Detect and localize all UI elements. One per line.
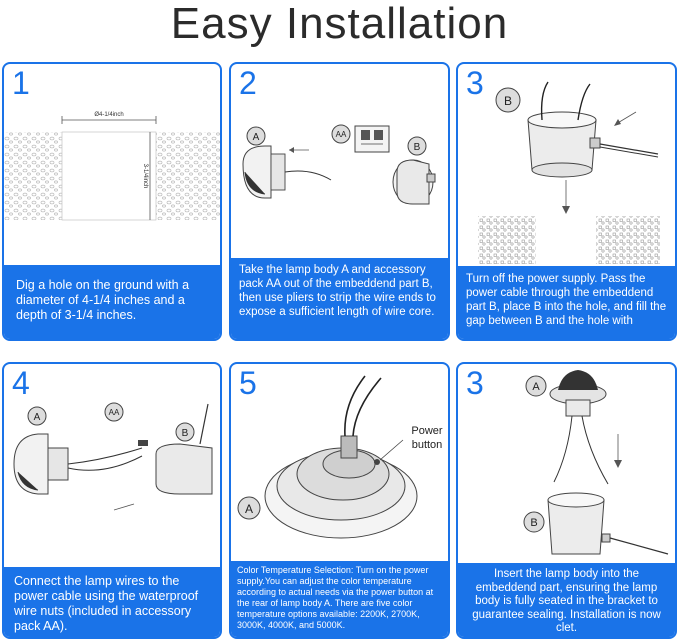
width-dimension: Ø4-1/4inch <box>94 112 124 118</box>
page-title: Easy Installation <box>170 0 509 48</box>
step-3-panel <box>456 62 677 341</box>
soil-left <box>478 216 536 264</box>
label-aa: AA <box>335 130 347 139</box>
soil-right <box>596 216 660 264</box>
step-number: 2 <box>239 65 257 101</box>
step-number: 4 <box>12 365 30 401</box>
hole <box>62 132 156 220</box>
step-caption: Take the lamp body A and accessory pack AA out of the embeddend part B, then use pliers to strip the wire ends to expose a sufficient length of wire core. <box>231 258 448 339</box>
label-a: A <box>532 381 540 393</box>
step-caption: Dig a hole on the ground with a diameter of 4-1/4 inches and a depth of 3-1/4 inches. <box>4 265 220 339</box>
parts-diagram <box>231 64 448 264</box>
step-caption: Insert the lamp body into the embeddend part, ensuring the lamp body is fully seated in the bracket to guarantee sealing. Installation is now clet. <box>458 563 675 637</box>
power-button-diagram <box>231 364 448 564</box>
soil-right <box>156 132 220 220</box>
step-number: 5 <box>239 365 257 401</box>
step-caption: Color Temperature Selection: Turn on the power supply.You can adjust the color temperature according to actual needs via the power button at the rear of lamp body A. There are five color temperature options available: 2200K, 2700K, 3000K, 4000K, and 5000K. <box>231 561 448 637</box>
step-4-panel <box>2 362 222 639</box>
hole-diagram <box>4 64 220 264</box>
step-5-panel <box>229 362 450 639</box>
label-b: B <box>181 428 189 439</box>
label-a: A <box>252 132 260 143</box>
step-caption: Turn off the power supply. Pass the power cable through the embeddend part B, place B into the hole, and fill the gap between B and the hole with <box>458 266 675 339</box>
step-2-panel <box>229 62 450 341</box>
label-a: A <box>33 412 41 423</box>
label-b: B <box>413 142 421 153</box>
label-aa: AA <box>108 408 120 417</box>
soil-left <box>4 132 62 220</box>
step-caption: Connect the lamp wires to the power cable using the waterproof wire nuts (included in accessory pack AA). <box>4 567 220 637</box>
power-label-line1: Power <box>411 425 443 437</box>
step-1-panel <box>2 62 222 341</box>
step-number: 1 <box>12 65 30 101</box>
step-6-panel <box>456 362 677 639</box>
label-b: B <box>503 94 513 108</box>
step-number: 3 <box>466 65 484 101</box>
embed-diagram <box>458 64 675 264</box>
depth-dimension: 3-1/4inch <box>142 163 148 189</box>
label-a: A <box>244 502 254 516</box>
power-label-line2: button <box>411 439 443 451</box>
label-b: B <box>530 517 538 529</box>
step-number: 3 <box>466 365 484 401</box>
insert-diagram <box>458 364 675 564</box>
wiring-diagram <box>4 364 220 564</box>
